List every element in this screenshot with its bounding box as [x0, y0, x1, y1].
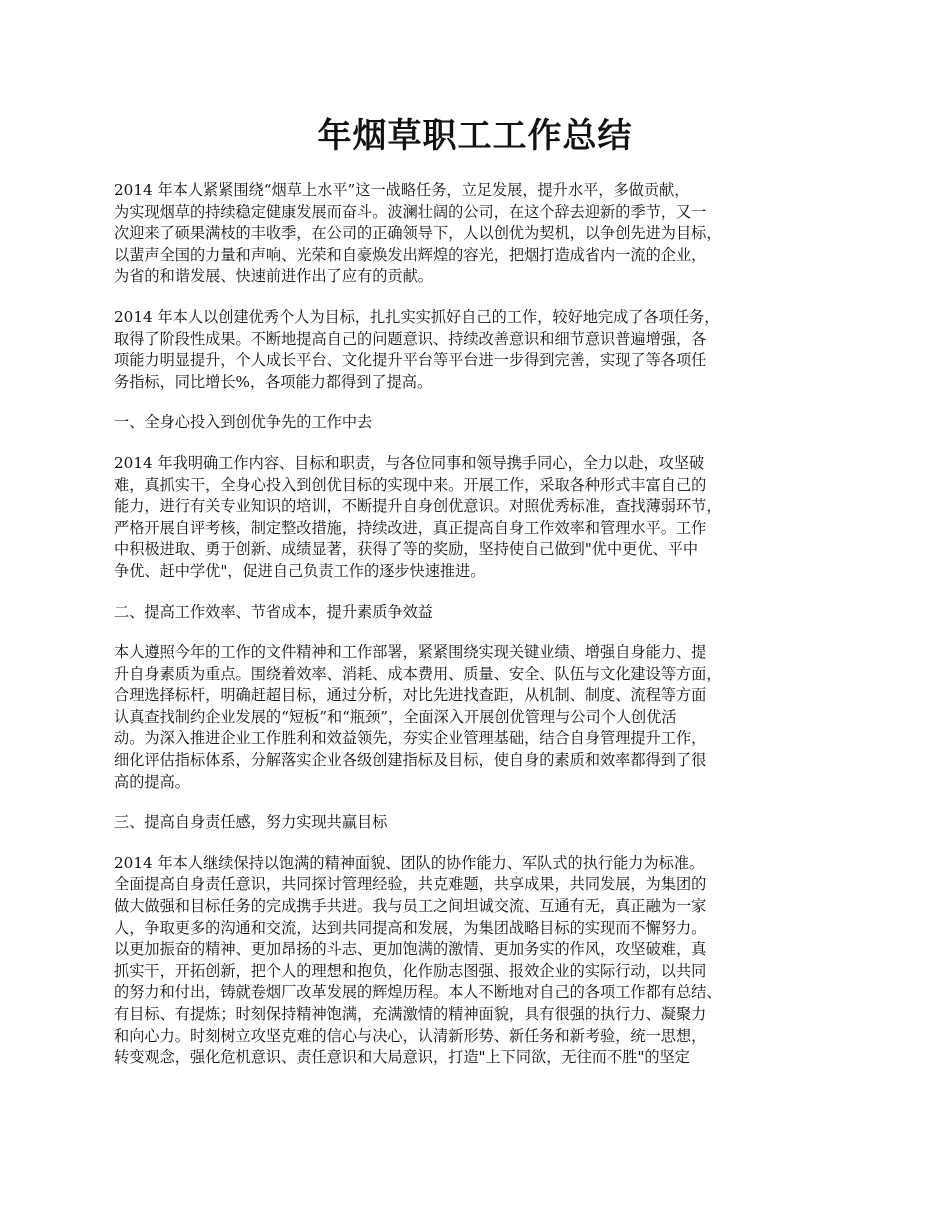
paragraph: [114, 853, 850, 1069]
paragraph: [114, 180, 850, 288]
paragraph-line: 做大做强和目标任务的完成携手共进。我与员工之间坦诚交流、互通有无，真正融为一家: [114, 897, 707, 916]
paragraph-line: 以更加振奋的精神、更加昂扬的斗志、更加饱满的激情、更加务实的作风，攻坚破难，真: [114, 940, 707, 959]
section-heading: 一、全身心投入到创优争先的工作中去: [114, 413, 373, 432]
paragraph-line: 取得了阶段性成果。不断地提高自己的问题意识、持续改善意识和细节意识普遍增强，各: [114, 329, 707, 348]
paragraph-line: 务指标，同比增长%，各项能力都得到了提高。: [114, 372, 433, 391]
paragraph: [114, 307, 850, 393]
paragraph-line: 和向心力。时刻树立攻坚克难的信心与决心，认清新形势、新任务和新考验，统一思想，: [114, 1026, 707, 1045]
paragraph-line: 2014 年我明确工作内容、目标和职责，与各位同事和领导携手同心，全力以赴，攻坚破: [114, 453, 705, 472]
document-title: 年烟草职工工作总结: [317, 116, 633, 156]
paragraph-line: 转变观念，强化危机意识、责任意识和大局意识，打造"上下同欲，无往而不胜"的坚定: [114, 1048, 690, 1067]
paragraph: [114, 453, 850, 583]
paragraph-line: 本人遵照今年的工作的文件精神和工作部署，紧紧围绕实现关键业绩、增强自身能力、提: [114, 643, 707, 662]
section-heading: 三、提高自身责任感，努力实现共赢目标: [114, 813, 388, 832]
paragraph-line: 细化评估指标体系，分解落实企业各级创建指标及目标，使自身的素质和效率都得到了很: [114, 751, 707, 770]
paragraph-line: 项能力明显提升，个人成长平台、文化提升平台等平台进一步得到完善，实现了等各项任: [114, 351, 707, 370]
paragraph-line: 为实现烟草的持续稳定健康发展而奋斗。波澜壮阔的公司，在这个辞去迎新的季节，又一: [114, 202, 707, 221]
document-body: [114, 180, 850, 1088]
paragraph-line: 严格开展自评考核，制定整改措施，持续改进，真正提高自身工作效率和管理水平。工作: [114, 518, 707, 537]
paragraph-line: 2014 年本人继续保持以饱满的精神面貌、团队的协作能力、军队式的执行能力为标准。: [114, 853, 705, 872]
paragraph-line: 以蜚声全国的力量和声响、光荣和自豪焕发出辉煌的容光，把烟打造成省内一流的企业，: [114, 245, 707, 264]
paragraph-line: 为省的和谐发展、快速前进作出了应有的贡献。: [114, 267, 433, 286]
paragraph-line: 2014 年本人紧紧围绕“烟草上水平”这一战略任务，立足发展，提升水平，多做贡献，: [114, 181, 690, 199]
paragraph-line: 中积极进取、勇于创新、成绩显著，获得了等的奖励，坚持使自己做到"优中更优、平中: [114, 540, 699, 559]
paragraph-line: 2014 年本人以创建优秀个人为目标，扎扎实实抓好自己的工作，较好地完成了各项任务，: [114, 307, 720, 326]
paragraph-line: 合理选择标杆，明确赶超目标，通过分析，对比先进找查距，从机制、制度、流程等方面: [114, 686, 707, 705]
paragraph-line: 动。为深入推进企业工作胜利和效益领先，夯实企业管理基础，结合自身管理提升工作，: [114, 729, 707, 748]
paragraph-line: 争优、赶中学优"，促进自己负责工作的逐步快速推进。: [114, 561, 486, 580]
paragraph-line: 人，争取更多的沟通和交流，达到共同提高和发展，为集团战略目标的实现而不懈努力。: [114, 918, 707, 937]
paragraph-line: 难，真抓实干，全身心投入到创优目标的实现中来。开展工作，采取各种形式丰富自己的: [114, 475, 707, 494]
section-heading: 二、提高工作效率、节省成本，提升素质争效益: [114, 602, 433, 621]
paragraph-line: 的努力和付出，铸就卷烟厂改革发展的辉煌历程。本人不断地对自己的各项工作都有总结、: [114, 983, 722, 1002]
paragraph-line: 有目标、有提炼；时刻保持精神饱满，充满激情的精神面貌，具有很强的执行力、凝聚力: [114, 1005, 707, 1023]
paragraph-line: 高的提高。: [114, 772, 190, 791]
paragraph-line: 升自身素质为重点。围绕着效率、消耗、成本费用、质量、安全、队伍与文化建设等方面，: [114, 664, 722, 683]
paragraph-line: 认真查找制约企业发展的“短板”和“瓶颈”，全面深入开展创优管理与公司个人创优活: [114, 707, 677, 726]
paragraph-line: 次迎来了硕果满枝的丰收季，在公司的正确领导下，人以创优为契机，以争创先进为目标，: [114, 224, 722, 243]
paragraph-line: 全面提高自身责任意识，共同探讨管理经验，共克难题，共享成果，共同发展，为集团的: [114, 875, 707, 894]
paragraph: [114, 642, 850, 793]
paragraph-line: 能力，进行有关专业知识的培训，不断提升自身创优意识。对照优秀标准，查找薄弱环节，: [114, 497, 722, 516]
paragraph-line: 抓实干，开拓创新，把个人的理想和抱负，化作励志图强、报效企业的实际行动，以共同: [114, 961, 707, 980]
